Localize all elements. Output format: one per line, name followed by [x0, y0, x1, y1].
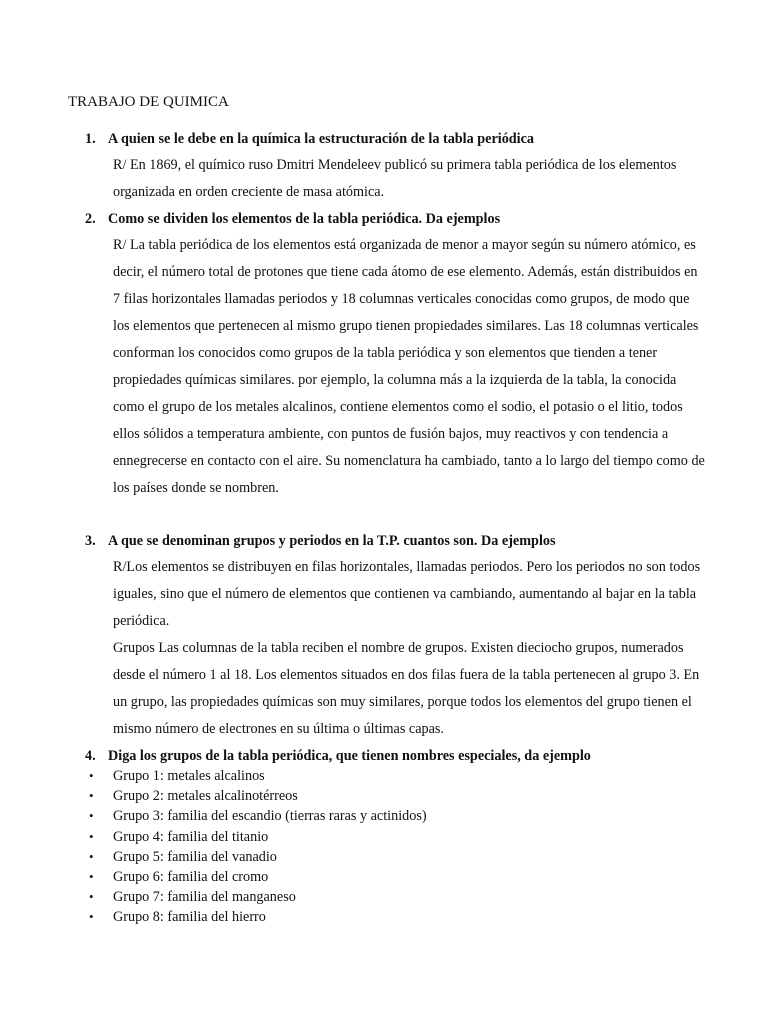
list-item-text: Grupo 1: metales alcalinos: [113, 768, 265, 784]
question-3: [85, 531, 556, 551]
bullet-icon: •: [89, 869, 94, 885]
question-text: Como se dividen los elementos de la tabla periódica. Da ejemplos: [108, 211, 501, 227]
bullet-icon: •: [89, 889, 94, 905]
groups-list: [88, 766, 427, 928]
bullet-icon: •: [89, 808, 94, 824]
list-item-text: Grupo 5: familia del vanadio: [113, 848, 277, 865]
bullet-icon: •: [89, 828, 94, 844]
question-number: 1.: [85, 131, 96, 147]
document-title: TRABAJO DE QUIMICA: [68, 94, 229, 110]
answer-paragraph: R/ En 1869, el químico ruso Dmitri Mendeleev publicó su primera tabla periódica de los elementos organizada en orden creciente de masa atómica.: [113, 157, 677, 200]
answer-2: [113, 232, 705, 502]
list-item: [88, 907, 427, 927]
question-number: 3.: [85, 533, 96, 549]
answer-paragraph: R/Los elementos se distribuyen en filas horizontales, llamadas periodos. Pero los periodos no son todos iguales, sino que el número de elementos que contienen va cambiando, aumentando al bajar en la tabla periódica.: [113, 559, 701, 629]
question-1: [85, 129, 534, 149]
bullet-icon: •: [89, 768, 94, 783]
list-item: [88, 766, 427, 786]
bullet-icon: •: [89, 788, 94, 804]
question-text: A que se denominan grupos y periodos en la T.P. cuantos son. Da ejemplos: [108, 533, 556, 549]
answer-paragraph: R/ La tabla periódica de los elementos está organizada de menor a mayor según su número atómico, es decir, el número total de protones que tiene cada átomo de ese elemento. Además, están distribuidos en 7 filas horizontales llamadas periodos y 18 columnas verticales conocidas como grupos, de modo que los elementos que pertenecen al mismo grupo tienen propiedades similares. Las 18 columnas verticales conforman los conocidos como grupos de la tabla periódica y son elementos que tienden a tener propiedades químicas similares. por ejemplo, la columna más a la izquierda de la tabla, la conocida como el grupo de los metales alcalinos, contiene elementos como el sodio, el potasio o el litio, todos ellos sólidos a temperatura ambiente, con puntos de fusión bajos, muy reactivos y con tendencia a ennegrecerse en contacto con el aire. Su nomenclatura ha cambiado, tanto a lo largo del tiempo como de los países donde se nombren.: [113, 237, 705, 496]
question-text: Diga los grupos de la tabla periódica, que tienen nombres especiales, da ejemplo: [108, 748, 591, 764]
answer-paragraph: Grupos Las columnas de la tabla reciben el nombre de grupos. Existen dieciocho grupos, numerados desde el número 1 al 18. Los elementos situados en dos filas fuera de la tabla pertenecen al grupo 3. En un grupo, las propiedades químicas son muy similares, porque todos los elementos del grupo tienen el mismo número de electrones en su última o últimas capas.: [113, 640, 700, 737]
question-number: 4.: [85, 748, 96, 764]
list-item: [88, 806, 427, 826]
bullet-icon: •: [89, 848, 94, 864]
list-item: [88, 786, 427, 806]
list-item-text: Grupo 7: familia del manganeso: [113, 889, 296, 906]
list-item-text: Grupo 6: familia del cromo: [113, 869, 269, 886]
bullet-icon: •: [89, 909, 94, 925]
list-item-text: Grupo 2: metales alcalinotérreos: [113, 788, 298, 805]
question-text: A quien se le debe en la química la estructuración de la tabla periódica: [108, 131, 535, 147]
list-item: [88, 827, 427, 847]
question-number: 2.: [85, 211, 96, 227]
list-item-text: Grupo 4: familia del titanio: [113, 828, 269, 845]
answer-3: [113, 554, 705, 743]
question-2: [85, 209, 500, 229]
list-item: [88, 867, 427, 887]
list-item: [88, 847, 427, 867]
list-item: [88, 887, 427, 907]
list-item-text: Grupo 8: familia del hierro: [113, 909, 266, 926]
answer-1: [113, 152, 705, 206]
question-4: [85, 746, 591, 766]
list-item-text: Grupo 3: familia del escandio (tierras raras y actinidos): [113, 808, 427, 825]
